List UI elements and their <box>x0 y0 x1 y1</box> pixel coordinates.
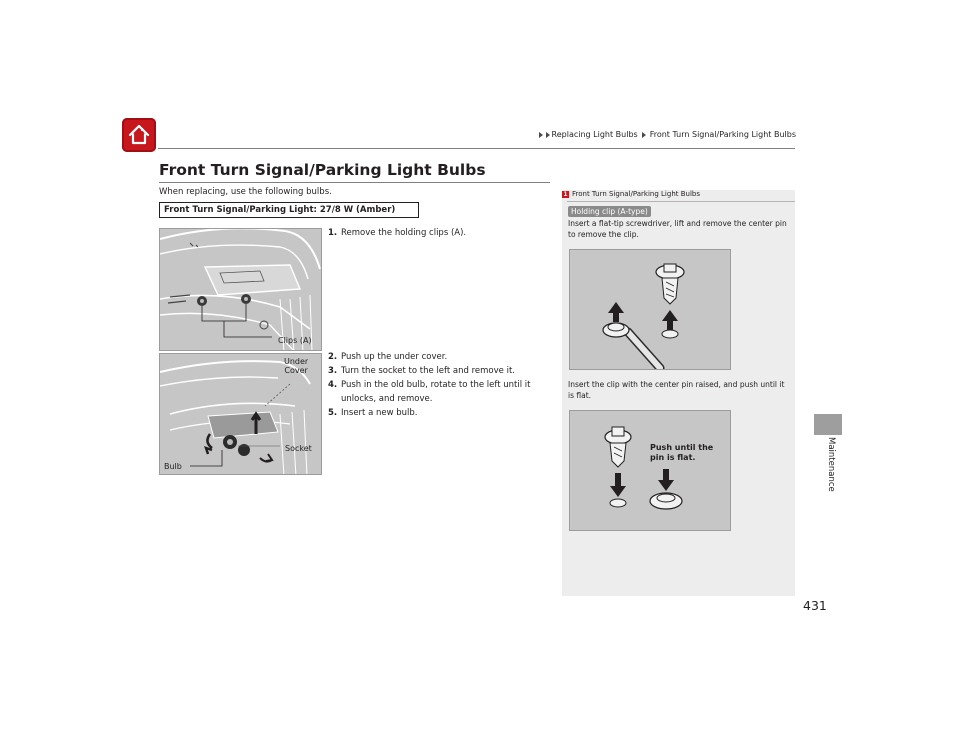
note-heading[interactable] <box>562 190 700 198</box>
step-item <box>328 350 553 364</box>
bumper-clips-illustration <box>160 229 322 351</box>
step-text: Push up the under cover. <box>341 352 448 362</box>
push-label-line2: pin is flat. <box>650 453 696 462</box>
figure-clip-removal <box>569 249 731 370</box>
clip-insert-illustration <box>570 411 731 531</box>
figure-clip-insert <box>569 410 731 531</box>
note-heading-text: Front Turn Signal/Parking Light Bulbs <box>572 190 701 198</box>
page-number: 431 <box>803 598 827 613</box>
note-text-insert: Insert the clip with the center pin raised, and push until it is flat. <box>568 380 785 400</box>
under-cover-label-line1: Under <box>284 357 309 366</box>
step-list-replace-bulb <box>328 350 553 420</box>
home-icon[interactable] <box>122 118 156 152</box>
note-text-remove: Insert a flat-tip screwdriver, lift and remove the center pin to remove the clip. <box>568 219 787 239</box>
clips-label: Clips (A) <box>278 336 312 345</box>
step-number: 3. <box>328 366 338 376</box>
under-cover-label <box>284 357 308 375</box>
page-title: Front Turn Signal/Parking Light Bulbs <box>159 161 486 179</box>
figure-under-cover-socket <box>159 353 322 475</box>
step-item <box>328 364 553 378</box>
step-item <box>328 406 553 420</box>
step-list-remove-clips <box>328 226 553 240</box>
bulb-label: Bulb <box>164 462 182 471</box>
breadcrumb-item-current: Front Turn Signal/Parking Light Bulbs <box>649 130 796 139</box>
header-divider <box>158 148 795 149</box>
breadcrumb-arrow-icon <box>539 132 543 138</box>
under-cover-label-line2: Cover <box>284 366 308 375</box>
note-divider <box>567 201 795 202</box>
intro-text: When replacing, use the following bulbs. <box>159 187 332 197</box>
step-item <box>328 226 553 240</box>
step-text: Turn the socket to the left and remove it. <box>341 366 515 376</box>
socket-label: Socket <box>285 444 312 453</box>
note-badge: Holding clip (A-type) <box>568 206 651 217</box>
breadcrumb-arrow-icon <box>546 132 550 138</box>
clip-removal-illustration <box>570 250 731 370</box>
step-item <box>328 378 553 406</box>
bulb-spec-text: Front Turn Signal/Parking Light: 27/8 W (Amber) <box>164 205 396 215</box>
bulb-spec-box <box>159 202 419 218</box>
section-tab-label: Maintenance <box>826 437 836 492</box>
step-number: 5. <box>328 408 338 418</box>
step-number: 4. <box>328 380 338 390</box>
step-number: 1. <box>328 228 338 238</box>
breadcrumb <box>539 130 796 139</box>
step-text: Insert a new bulb. <box>341 408 418 418</box>
breadcrumb-arrow-icon <box>642 132 646 138</box>
breadcrumb-item-replacing-light-bulbs[interactable]: Replacing Light Bulbs <box>551 130 638 139</box>
step-number: 2. <box>328 352 338 362</box>
section-tab[interactable] <box>826 437 838 497</box>
push-label <box>650 443 720 463</box>
step-text: Remove the holding clips (A). <box>341 228 467 238</box>
note-number-icon: 1 <box>563 190 568 198</box>
push-label-line1: Push until the <box>650 443 714 452</box>
house-icon <box>127 123 151 147</box>
title-divider <box>159 182 550 183</box>
figure-holding-clips <box>159 228 322 351</box>
section-tab-marker[interactable] <box>814 414 842 435</box>
step-text: Push in the old bulb, rotate to the left until it unlocks, and remove. <box>341 380 531 404</box>
